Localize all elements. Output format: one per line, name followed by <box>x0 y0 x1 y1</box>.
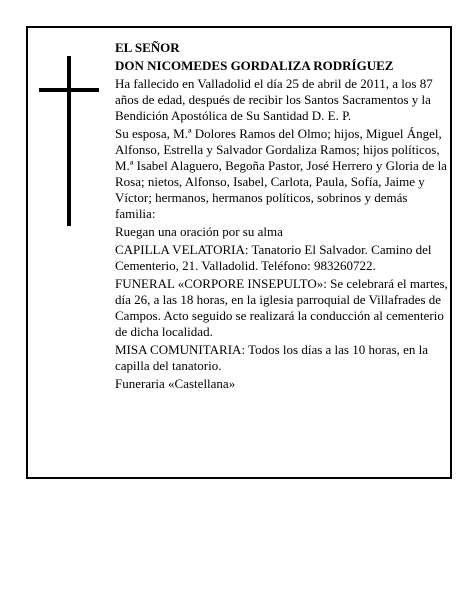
death-announcement: Ha fallecido en Valladolid el día 25 de abril de 2011, a los 87 años de edad, después de recibir los Santos Sacramentos y la Bendición Apostólica de Su Santidad D. E. P. <box>115 76 433 123</box>
deceased-name: DON NICOMEDES GORDALIZA RODRÍGUEZ <box>115 58 394 73</box>
funeral-home: Funeraria «Castellana» <box>115 376 236 391</box>
cross-icon <box>39 56 99 226</box>
community-mass-info: MISA COMUNITARIA: Todos los días a las 10 horas, en la capilla del tanatorio. <box>115 342 429 373</box>
obituary-notice <box>26 26 452 479</box>
prayer-request: Ruegan una oración por su alma <box>115 224 283 239</box>
notice-text <box>115 40 448 394</box>
family-list: Su esposa, M.ª Dolores Ramos del Olmo; hijos, Miguel Ángel, Alfonso, Estrella y Salvador Gordaliza Ramos; hijos políticos, M.ª Isabel Alaguero, Begoña Pastor, José Herrero y Gloria de la Rosa; nietos, Alfonso, Isabel, Carlota, Paula, Sofía, Jaime y Víctor; hermanos, hermanos políticos, sobrinos y demás familia: <box>115 126 447 221</box>
funeral-info: FUNERAL «CORPORE INSEPULTO»: Se celebrará el martes, día 26, a las 18 horas, en la iglesia parroquial de Villafrades de Campos. Acto seguido se realizará la conducción al cementerio de dicha localidad. <box>115 276 448 339</box>
wake-chapel-info: CAPILLA VELATORIA: Tanatorio El Salvador. Camino del Cementerio, 21. Valladolid. Teléfono: 983260722. <box>115 242 432 273</box>
title-line-1: EL SEÑOR <box>115 40 180 55</box>
